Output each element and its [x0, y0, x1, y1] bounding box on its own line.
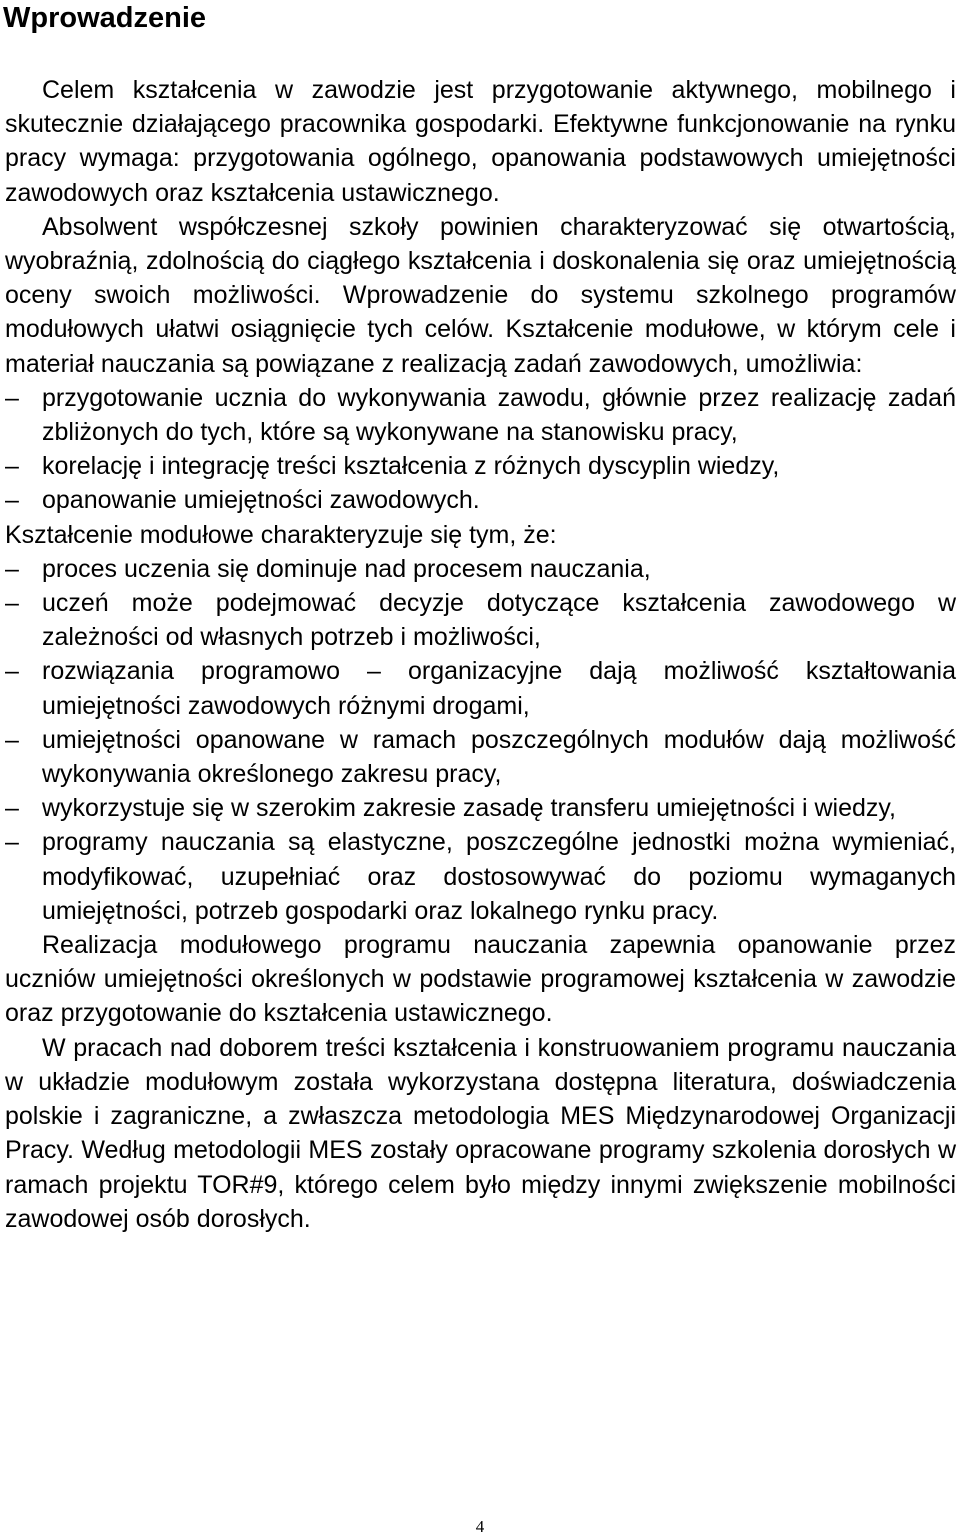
dash-bullet: – — [5, 554, 19, 583]
list-item-text: umiejętności opanowane w ramach poszczególnych modułów dają możliwość wykonywania określonego zakresu pracy, — [42, 725, 956, 789]
list-item — [5, 552, 956, 586]
realizacja-paragraph: Realizacja modułowego programu nauczania zapewnia opanowanie przez uczniów umiejętności określonych w podstawie programowej kształcenia w zawodzie oraz przygotowanie do kształcenia ustawicznego. — [5, 931, 956, 1028]
dash-bullet: – — [5, 725, 19, 754]
modular-characteristics-intro: Kształcenie modułowe charakteryzuje się tym, że: — [5, 520, 557, 549]
list-item-text: proces uczenia się dominuje nad procesem nauczania, — [42, 554, 651, 583]
list-item-text: programy nauczania są elastyczne, poszczególne jednostki można wymieniać, modyfikować, uzupełniać oraz dostosowywać do poziomu wymaganych umiejętności, potrzeb gospodarki oraz lokalnego rynku pracy. — [42, 828, 956, 925]
list-item-text: opanowanie umiejętności zawodowych. — [42, 486, 480, 515]
dash-bullet: – — [5, 383, 19, 412]
list-item — [5, 586, 956, 654]
modular-benefits-list — [5, 381, 956, 518]
list-item — [5, 381, 956, 449]
list-item-text: korelację i integrację treści kształcenia z różnych dyscyplin wiedzy, — [42, 452, 780, 481]
list-item — [5, 449, 956, 483]
list-item — [5, 791, 956, 825]
document-body — [5, 73, 956, 1236]
dash-bullet: – — [5, 657, 19, 686]
dash-bullet: – — [5, 452, 19, 481]
list-item-text: uczeń może podejmować decyzje dotyczące kształcenia zawodowego w zależności od własnych potrzeb i możliwości, — [42, 589, 956, 652]
dash-bullet: – — [5, 828, 19, 857]
dash-bullet: – — [5, 589, 19, 618]
modular-characteristics-list — [5, 552, 956, 928]
dash-bullet: – — [5, 486, 19, 515]
list-item — [5, 654, 956, 722]
w-pracach-paragraph: W pracach nad doborem treści kształcenia i konstruowaniem programu nauczania w układzie modułowym została wykorzystana dostępna literatura, doświadczenia polskie i zagraniczne, a zwłaszcza metodologia MES Międzynarodowej Organizacji Pracy. Według metodologii MES zostały opracowane programy szkolenia dorosłych w ramach projektu TOR#9, którego celem było między innymi zwiększenie mobilności zawodowej osób dorosłych. — [5, 1033, 956, 1233]
list-item — [5, 483, 956, 517]
page-number: 4 — [475, 1517, 485, 1536]
page-title: Wprowadzenie — [3, 2, 207, 34]
list-item-text: rozwiązania programowo – organizacyjne dają możliwość kształtowania umiejętności zawodowych różnymi drogami, — [42, 657, 956, 720]
list-item — [5, 723, 956, 791]
list-item-text: wykorzystuje się w szerokim zakresie zasadę transferu umiejętności i wiedzy, — [42, 794, 897, 823]
dash-bullet: – — [5, 794, 19, 823]
list-item-text: przygotowanie ucznia do wykonywania zawodu, głównie przez realizację zadań zbliżonych do tych, które są wykonywane na stanowisku pracy, — [42, 383, 956, 447]
intro-paragraph: Celem kształcenia w zawodzie jest przygotowanie aktywnego, mobilnego i skutecznie działającego pracownika gospodarki. Efektywne funkcjonowanie na rynku pracy wymaga: przygotowania ogólnego, opanowania podstawowych umiejętności zawodowych oraz kształcenia ustawicznego. — [5, 76, 956, 207]
absolwent-paragraph: Absolwent współczesnej szkoły powinien charakteryzować się otwartością, wyobraźnią, zdolnością do ciągłego kształcenia i doskonalenia się oraz umiejętnością oceny swoich możliwości. Wprowadzenie do systemu szkolnego programów modułowych ułatwi osiągnięcie tych celów. Kształcenie modułowe, w którym cele i materiał nauczania są powiązane z realizacją zadań zawodowych, umożliwia: — [5, 212, 956, 378]
list-item — [5, 825, 956, 928]
